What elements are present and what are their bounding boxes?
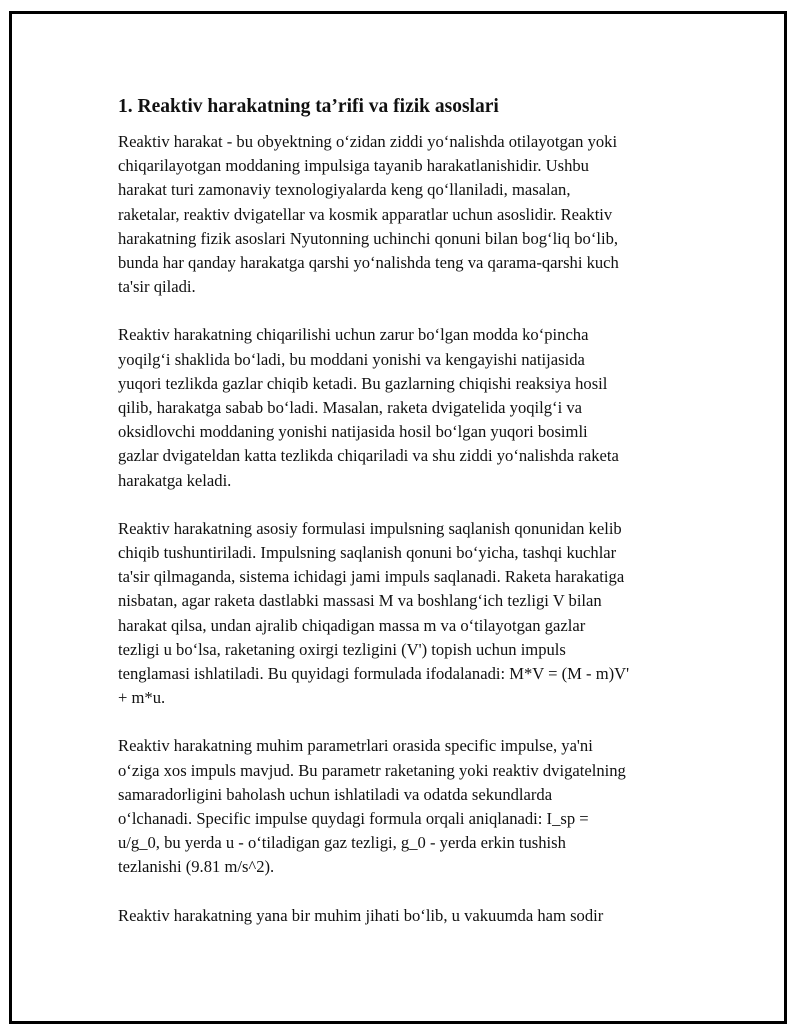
paragraph-line: gazlar dvigateldan katta tezlikda chiqariladi va shu ziddi yo‘nalishda raketa <box>118 446 619 466</box>
paragraph-line: raketalar, reaktiv dvigatellar va kosmik apparatlar uchun asoslidir. Reaktiv <box>118 204 613 224</box>
paragraph-line: oksidlovchi moddaning yonishi natijasida hosil bo‘lgan yuqori bosimli <box>118 422 588 442</box>
paragraph-line: harakatga keladi. <box>118 470 232 490</box>
paragraph-line: chiqib tushuntiriladi. Impulsning saqlanish qonuni bo‘yicha, tashqi kuchlar <box>118 543 617 563</box>
paragraph-list <box>118 130 680 928</box>
section-heading: 1. Reaktiv harakatning ta’rifi va fizik asoslari <box>118 96 499 117</box>
paragraph-line: Reaktiv harakatning yana bir muhim jihati bo‘lib, u vakuumda ham sodir <box>118 905 604 925</box>
paragraph-line: bunda har qanday harakatga qarshi yo‘nalishda teng va qarama-qarshi kuch <box>118 253 619 273</box>
paragraph-line: tezligi u bo‘lsa, raketaning oxirgi tezligini (V') topish uchun impuls <box>118 639 566 659</box>
paragraph-line: tenglamasi ishlatiladi. Bu quyidagi formulada ifodalanadi: M*V = (M - m)V' <box>118 664 630 684</box>
document-body <box>118 94 680 952</box>
paragraph <box>118 130 680 299</box>
paragraph-line: harakat qilsa, undan ajralib chiqadigan massa m va o‘tilayotgan gazlar <box>118 615 586 635</box>
paragraph-line: u/g_0, bu yerda u - o‘tiladigan gaz tezligi, g_0 - yerda erkin tushish <box>118 833 566 853</box>
paragraph-line: yoqilg‘i shaklida bo‘ladi, bu moddani yonishi va kengayishi natijasida <box>118 349 585 369</box>
paragraph-line: ta'sir qiladi. <box>118 277 196 297</box>
paragraph <box>118 323 680 492</box>
paragraph-line: + m*u. <box>118 688 166 708</box>
paragraph <box>118 734 680 879</box>
paragraph-line: yuqori tezlikda gazlar chiqib ketadi. Bu gazlarning chiqishi reaksiya hosil <box>118 373 608 393</box>
paragraph-line: o‘ziga xos impuls mavjud. Bu parametr raketaning yoki reaktiv dvigatelning <box>118 760 626 780</box>
paragraph-line: samaradorligini baholash uchun ishlatiladi va odatda sekundlarda <box>118 784 553 804</box>
paragraph <box>118 904 680 928</box>
paragraph-line: o‘lchanadi. Specific impulse quydagi formula orqali aniqlanadi: I_sp = <box>118 809 589 829</box>
paragraph <box>118 517 680 711</box>
paragraph-line: Reaktiv harakatning chiqarilishi uchun zarur bo‘lgan modda ko‘pincha <box>118 325 589 345</box>
paragraph-line: harakat turi zamonaviy texnologiyalarda keng qo‘llaniladi, masalan, <box>118 180 571 200</box>
paragraph-line: Reaktiv harakatning asosiy formulasi impulsning saqlanish qonunidan kelib <box>118 518 622 538</box>
paragraph-line: ta'sir qilmaganda, sistema ichidagi jami impuls saqlanadi. Raketa harakatiga <box>118 567 625 587</box>
paragraph-line: Reaktiv harakatning muhim parametrlari orasida specific impulse, ya'ni <box>118 736 593 756</box>
paragraph-line: tezlanishi (9.81 m/s^2). <box>118 857 275 877</box>
paragraph-line: harakatning fizik asoslari Nyutonning uchinchi qonuni bilan bog‘liq bo‘lib, <box>118 228 619 248</box>
paragraph-line: Reaktiv harakat - bu obyektning o‘zidan ziddi yo‘nalishda otilayotgan yoki <box>118 132 618 151</box>
paragraph-line: nisbatan, agar raketa dastlabki massasi M va boshlang‘ich tezligi V bilan <box>118 591 602 611</box>
paragraph-line: qilib, harakatga sabab bo‘ladi. Masalan, raketa dvigatelida yoqilg‘i va <box>118 398 583 418</box>
paragraph-line: chiqarilayotgan moddaning impulsiga tayanib harakatlanishidir. Ushbu <box>118 156 589 176</box>
